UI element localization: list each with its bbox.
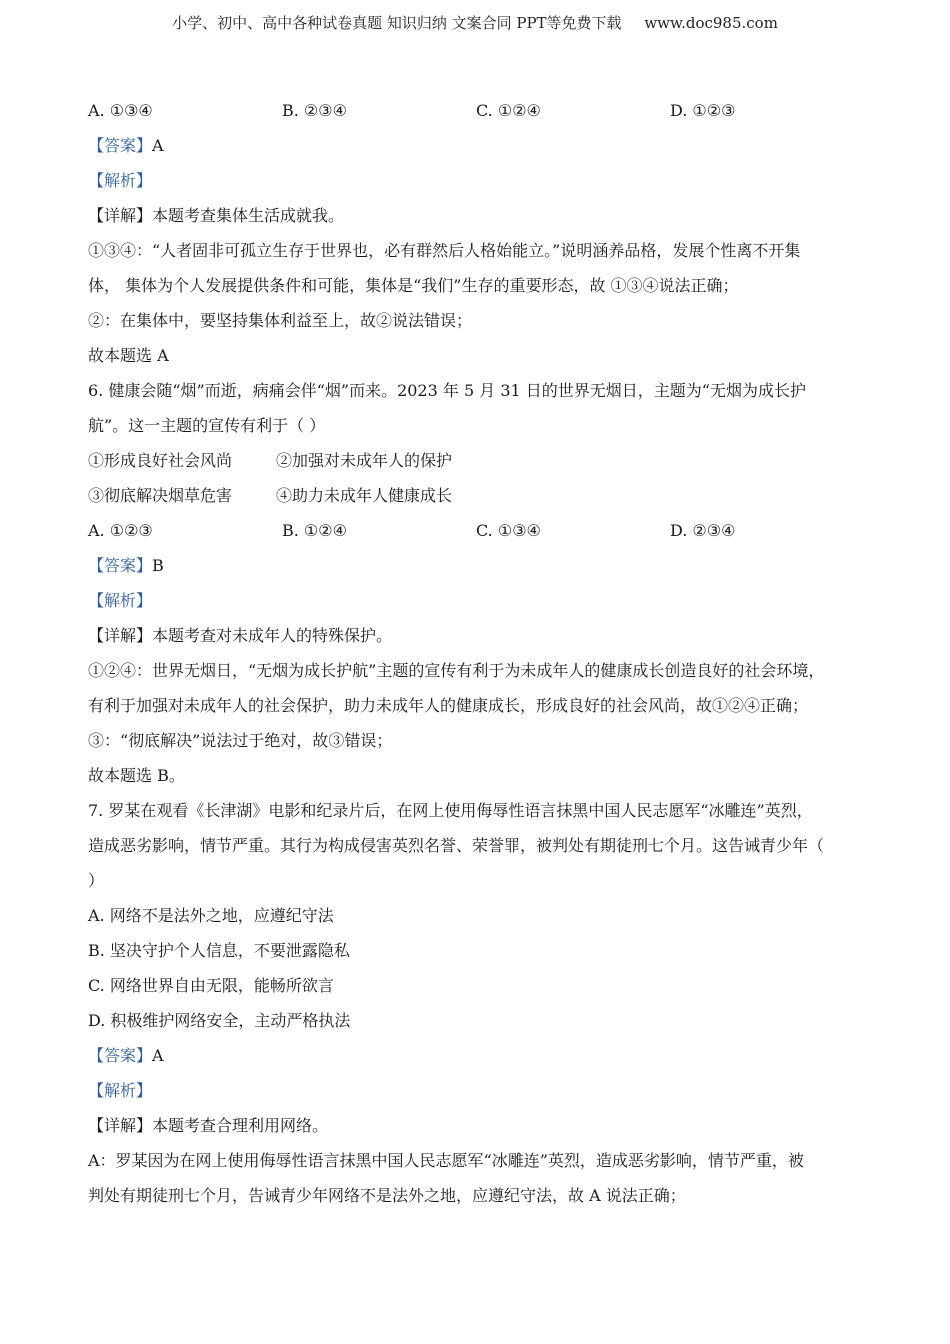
answer-value: A — [152, 136, 164, 155]
q5-analysis — [88, 166, 878, 201]
detail-intro: 本题考查合理利用网络。 — [152, 1116, 329, 1135]
detail-tag: 【详解】 — [88, 1116, 153, 1135]
q5-options — [88, 96, 878, 131]
q5-conclusion: 故本题选 A — [88, 346, 169, 365]
q6-conclusion: 故本题选 B。 — [88, 766, 185, 785]
q6-option-d: D. ②③④ — [670, 521, 736, 540]
q5-detail — [88, 201, 878, 236]
q6-items-row — [88, 446, 878, 481]
q6-item-1: ①形成良好社会风尚 — [88, 451, 233, 470]
answer-value: B — [152, 556, 164, 575]
q7-analysis — [88, 1076, 878, 1111]
q7-answer — [88, 1041, 878, 1076]
detail-intro: 本题考查集体生活成就我。 — [152, 206, 345, 225]
q7-detail-line: 判处有期徒刑七个月，告诫青少年网络不是法外之地，应遵纪守法，故 A 说法正确； — [88, 1186, 686, 1205]
q7-option-a: A. 网络不是法外之地，应遵纪守法 — [88, 906, 334, 925]
q6-options — [88, 516, 878, 551]
answer-tag: 【答案】 — [88, 1046, 153, 1065]
detail-tag: 【详解】 — [88, 626, 153, 645]
q5-option-b: B. ②③④ — [282, 101, 347, 120]
q6-option-b: B. ①②④ — [282, 521, 347, 540]
q6-stem: 6. 健康会随“烟”而逝，病痛会伴“烟”而来。2023 年 5 月 31 日的世界无烟日，主题为“无烟为成长护 — [88, 381, 806, 400]
site-header — [0, 12, 950, 33]
document-body — [88, 96, 878, 1216]
analysis-tag: 【解析】 — [88, 1081, 153, 1100]
q7-option-c: C. 网络世界自由无限，能畅所欲言 — [88, 976, 334, 995]
q7-stem: ） — [88, 871, 105, 890]
detail-tag: 【详解】 — [88, 206, 153, 225]
q7-stem: 造成恶劣影响，情节严重。其行为构成侵害英烈名誉、荣誉罪，被判处有期徒刑七个月。这告诫青少年（ — [88, 836, 825, 855]
header-text: 小学、初中、高中各种试卷真题 知识归纳 文案合同 PPT等免费下载 — [172, 14, 622, 32]
q7-option-d: D. 积极维护网络安全，主动严格执法 — [88, 1011, 351, 1030]
q6-detail-line: ①②④：世界无烟日，“无烟为成长护航”主题的宣传有利于为未成年人的健康成长创造良好的社会环境， — [88, 661, 825, 680]
q6-item-3: ③彻底解决烟草危害 — [88, 486, 233, 505]
q6-analysis — [88, 586, 878, 621]
detail-intro: 本题考查对未成年人的特殊保护。 — [152, 626, 393, 645]
q6-stem: 航”。这一主题的宣传有利于（ ） — [88, 416, 326, 435]
q6-items-row — [88, 481, 878, 516]
q5-answer — [88, 131, 878, 166]
answer-tag: 【答案】 — [88, 556, 153, 575]
q5-detail-line: ②：在集体中，要坚持集体利益至上，故②说法错误； — [88, 311, 473, 330]
q6-detail-line: ③：“彻底解决”说法过于绝对，故③错误； — [88, 731, 393, 750]
q5-detail-line: ①③④：“人者固非可孤立生存于世界也，必有群然后人格始能立。”说明涵养品格，发展个性离不开集 — [88, 241, 801, 260]
analysis-tag: 【解析】 — [88, 171, 153, 190]
answer-tag: 【答案】 — [88, 136, 153, 155]
q5-detail-line: 体， 集体为个人发展提供条件和可能，集体是“我们”生存的重要形态，故 ①③④说法正确； — [88, 276, 739, 295]
q6-detail-line: 有利于加强对未成年人的社会保护，助力未成年人的健康成长，形成良好的社会风尚，故①②④正确； — [88, 696, 809, 715]
q6-detail — [88, 621, 878, 656]
q6-answer — [88, 551, 878, 586]
answer-value: A — [152, 1046, 164, 1065]
header-url[interactable]: www.doc985.com — [644, 14, 778, 32]
q5-option-a: A. ①③④ — [88, 101, 153, 120]
q7-detail — [88, 1111, 878, 1146]
q6-option-c: C. ①③④ — [476, 521, 541, 540]
q5-option-d: D. ①②③ — [670, 101, 736, 120]
q6-item-4: ④助力未成年人健康成长 — [276, 486, 453, 505]
q6-option-a: A. ①②③ — [88, 521, 153, 540]
analysis-tag: 【解析】 — [88, 591, 153, 610]
q7-stem: 7. 罗某在观看《长津湖》电影和纪录片后，在网上使用侮辱性语言抹黑中国人民志愿军“冰雕连”英烈， — [88, 801, 813, 820]
q7-detail-line: A：罗某因为在网上使用侮辱性语言抹黑中国人民志愿军“冰雕连”英烈，造成恶劣影响，情节严重，被 — [88, 1151, 804, 1170]
q6-item-2: ②加强对未成年人的保护 — [276, 451, 453, 470]
q7-option-b: B. 坚决守护个人信息，不要泄露隐私 — [88, 941, 350, 960]
q5-option-c: C. ①②④ — [476, 101, 541, 120]
